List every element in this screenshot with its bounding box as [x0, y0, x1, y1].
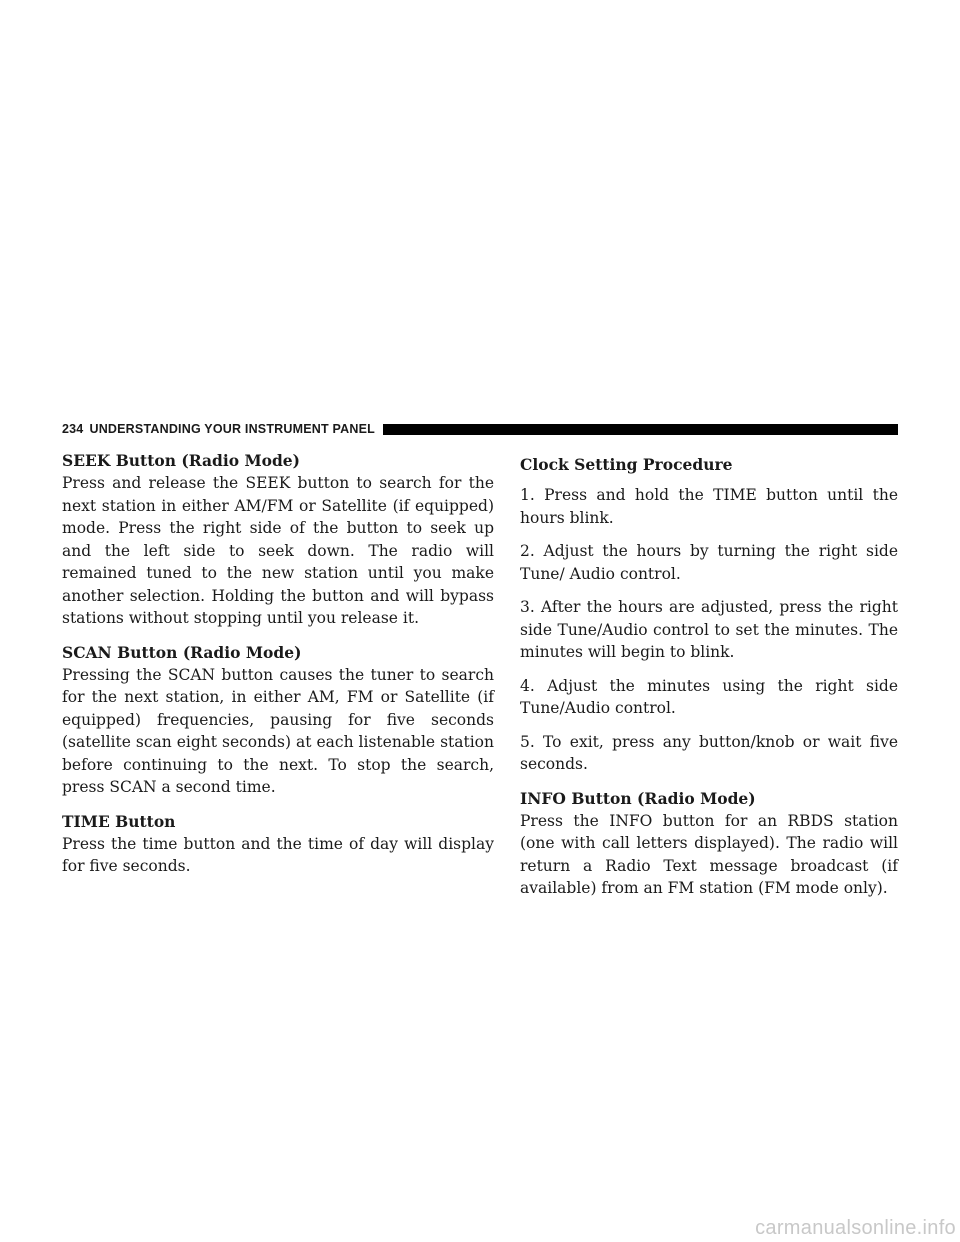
page-number: 234: [62, 422, 84, 436]
right-column: [520, 450, 898, 912]
clock-setting-section: [520, 454, 898, 776]
clock-setting-heading: Clock Setting Procedure: [520, 455, 733, 474]
page-header: [62, 421, 898, 437]
scan-button-text: Pressing the SCAN button causes the tuner to search for the next station, in either AM, FM or Satellite (if equipped) frequencies, pausing for five seconds (satellite scan eight seconds) at each listenable station before continuing to the next. To stop the search, press SCAN a second time.: [62, 665, 494, 796]
clock-step-3: 3. After the hours are adjusted, press the right side Tune/Audio control to set the minutes. The minutes will begin to blink.: [520, 598, 898, 661]
info-button-text: Press the INFO button for an RBDS station (one with call letters displayed). The radio will return a Radio Text message broadcast (if available) from an FM station (FM mode only).: [520, 811, 898, 897]
seek-button-heading: SEEK Button (Radio Mode): [62, 451, 300, 470]
seek-button-text: Press and release the SEEK button to search for the next station in either AM/FM or Satellite (if equipped) mode. Press the right side of the button to seek up and the left side to seek down. The radio will remained tuned to the new station until you make another selection. Holding the button and will bypass stations without stopping until you release it.: [62, 474, 494, 627]
time-button-text: Press the time button and the time of day will display for five seconds.: [62, 834, 494, 875]
clock-step-1: 1. Press and hold the TIME button until the hours blink.: [520, 486, 898, 527]
scan-button-section: [62, 642, 494, 799]
watermark: carmanualsonline.info: [755, 1217, 956, 1239]
header-rule: [383, 424, 898, 435]
seek-button-section: [62, 450, 494, 630]
scan-button-heading: SCAN Button (Radio Mode): [62, 642, 302, 662]
left-column: [62, 450, 494, 890]
section-title: UNDERSTANDING YOUR INSTRUMENT PANEL: [89, 422, 375, 436]
clock-step-4: 4. Adjust the minutes using the right side Tune/Audio control.: [520, 676, 898, 717]
clock-step-2: 2. Adjust the hours by turning the right side Tune/ Audio control.: [520, 542, 898, 583]
info-button-heading: INFO Button (Radio Mode): [520, 788, 756, 808]
clock-step-5: 5. To exit, press any button/knob or wait five seconds.: [520, 732, 898, 773]
time-button-heading: TIME Button: [62, 811, 176, 831]
info-button-section: [520, 788, 898, 900]
time-button-section: [62, 811, 494, 878]
